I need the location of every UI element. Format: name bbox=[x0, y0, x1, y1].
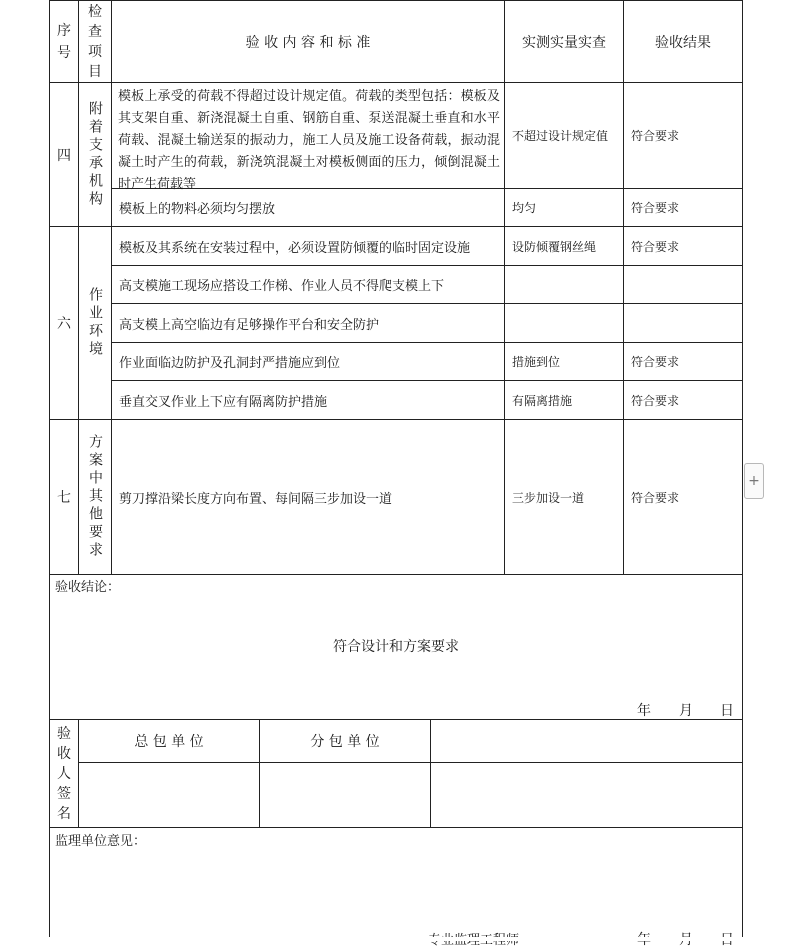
header-item-char: 目 bbox=[88, 63, 102, 80]
signature-subcontractor: 分 包 单 位 bbox=[310, 734, 380, 750]
s6-row4-content: 作业面临边防护及孔洞封严措施应到位 bbox=[119, 356, 341, 371]
rule-signature-bottom bbox=[49, 827, 743, 828]
signature-general-contractor: 总 包 单 位 bbox=[134, 734, 204, 750]
s4-item-text: 附着支承机构 bbox=[87, 100, 103, 209]
header-measured: 实测实量实查 bbox=[522, 34, 606, 51]
signature-extra-field[interactable] bbox=[431, 763, 742, 827]
s6-item bbox=[79, 227, 111, 419]
s7-item-text: 方案中其他要求 bbox=[87, 434, 103, 560]
s6-row1-measured: 设防倾覆钢丝绳 bbox=[512, 239, 597, 254]
rule-s7-bottom bbox=[49, 574, 743, 575]
header-item-char: 查 bbox=[88, 23, 102, 40]
s6-row2-content: 高支模施工现场应搭设工作梯、作业人员不得爬支模上下 bbox=[119, 279, 445, 294]
s7-row1-measured: 三步加设一道 bbox=[512, 490, 585, 505]
header-seq-text: 序号 bbox=[57, 22, 71, 61]
s6-row3-content: 高支模上高空临边有足够操作平台和安全防护 bbox=[119, 317, 380, 333]
s6-row5-measured: 有隔离措施 bbox=[512, 393, 573, 408]
conclusion-year: 年 bbox=[637, 703, 651, 719]
s6-row3-result bbox=[624, 304, 742, 342]
s6-row1-result: 符合要求 bbox=[631, 239, 680, 254]
s6-seq: 六 bbox=[57, 316, 71, 332]
signature-general-contractor-field[interactable] bbox=[79, 763, 259, 827]
s4-row1-result: 符合要求 bbox=[631, 129, 680, 143]
s6-row1-content: 模板及其系统在安装过程中，必须设置防倾覆的临时固定设施 bbox=[119, 240, 471, 256]
expand-button[interactable] bbox=[744, 463, 764, 499]
header-standard: 验 收 内 容 和 标 准 bbox=[245, 34, 371, 51]
s6-row5-content: 垂直交叉作业上下应有隔离防护措施 bbox=[119, 394, 328, 410]
s6-item-text: 作业环境 bbox=[87, 287, 103, 359]
s7-seq: 七 bbox=[57, 490, 71, 506]
conclusion-text: 符合设计和方案要求 bbox=[333, 639, 459, 655]
s4-row2-result: 符合要求 bbox=[631, 201, 680, 215]
header-item-char: 检 bbox=[88, 3, 102, 20]
s6-row5-result: 符合要求 bbox=[631, 393, 680, 408]
s7-row1-result: 符合要求 bbox=[631, 490, 680, 505]
s7-row1-content: 剪刀撑沿梁长度方向布置、每间隔三步加设一道 bbox=[119, 491, 393, 507]
s7-item bbox=[79, 420, 111, 574]
header-item bbox=[79, 1, 111, 82]
page-bottom-mask bbox=[0, 937, 795, 941]
header-item-char: 项 bbox=[88, 43, 102, 60]
s6-row2-measured bbox=[505, 266, 623, 303]
s6-row2-result bbox=[624, 266, 742, 303]
s4-row2-measured: 均匀 bbox=[512, 201, 537, 215]
signature-subcontractor-field[interactable] bbox=[260, 763, 430, 827]
signature-label bbox=[50, 720, 78, 827]
s6-row4-result: 符合要求 bbox=[631, 355, 680, 369]
header-result: 验收结果 bbox=[655, 34, 711, 51]
supervision-label: 监理单位意见： bbox=[55, 834, 147, 849]
s6-row3-measured bbox=[505, 304, 623, 342]
rule-right bbox=[742, 0, 743, 941]
s4-seq: 四 bbox=[57, 147, 71, 164]
s4-row2-content: 模板上的物料必须均匀摆放 bbox=[119, 202, 276, 217]
signature-label-text: 验收人签名 bbox=[57, 725, 71, 822]
header-seq bbox=[50, 1, 78, 82]
conclusion-label: 验收结论： bbox=[55, 580, 121, 595]
s6-row4-measured: 措施到位 bbox=[512, 355, 561, 369]
plus-icon: + bbox=[748, 473, 760, 489]
s4-row1-measured: 不超过设计规定值 bbox=[512, 129, 609, 143]
conclusion-month: 月 bbox=[679, 703, 693, 719]
s4-row1-content: 模板上承受的荷载不得超过设计规定值。荷载的类型包括：模板及其支架自重、新浇混凝土自重、钢筋自重、泵送混凝土垂直和水平荷载、混凝土输送泵的振动力，施工人员及施工设备荷载，振动混凝土时产生的荷载，新浇筑混凝土对模板侧面的压力，倾倒混凝土时产生荷载等 bbox=[118, 89, 500, 192]
s4-item bbox=[79, 83, 111, 226]
conclusion-day: 日 bbox=[720, 703, 734, 719]
